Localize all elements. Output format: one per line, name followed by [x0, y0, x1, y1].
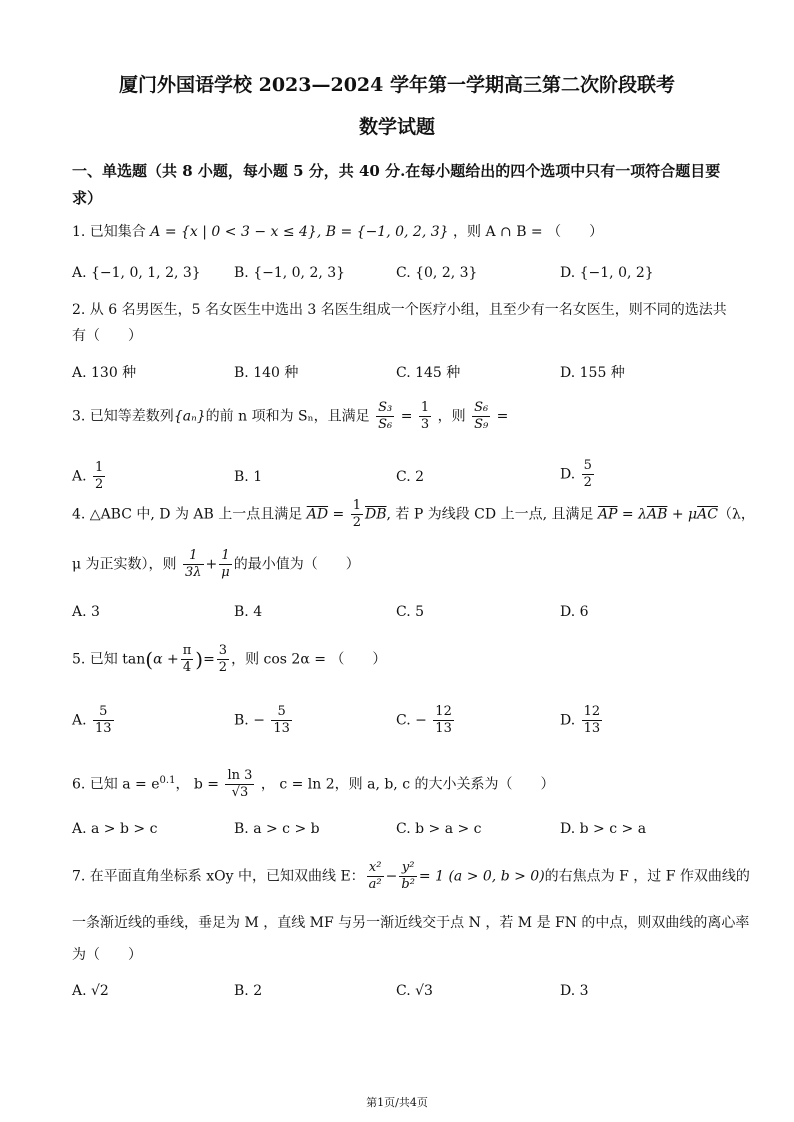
- q1-prefix: 1. 已知集合: [72, 224, 146, 240]
- q7-suffix: 的右焦点为 F ，过 F 作双曲线的: [544, 868, 750, 885]
- q7-option-a: A. √2: [72, 983, 109, 999]
- q6-option-c: C. b > a > c: [396, 821, 482, 837]
- q3-fraction-one-third: $\frac{1}{3}$: [420, 400, 430, 432]
- q3-option-c: C. 2: [396, 469, 425, 485]
- q7-fraction-y2-b2: $\frac{\text{y²}}{\text{b²}}$: [401, 860, 415, 892]
- q6-exponent: 0.1: [159, 775, 176, 786]
- q6-option-a: A. a > b > c: [72, 821, 158, 837]
- q3-prefix: 3. 已知等差数列: [72, 408, 174, 425]
- q4-vector-db: $\overline{DB}$: [365, 506, 387, 523]
- q5-fraction-3-2: $\frac{3}{2}$: [218, 643, 228, 675]
- q6-suffix: ， c = ln 2，则 a, b, c 的大小关系为（ ）: [260, 776, 555, 793]
- q5-option-d-fraction: $\frac{12}{13}$: [583, 704, 601, 736]
- q3-sequence: {aₙ}: [173, 408, 206, 425]
- question-5: 5. 已知 tan(α + $\frac{\pi}{4}$ )= $\frac{3}{2}$ ，则 cos 2α = （ ）: [72, 643, 387, 675]
- q2-option-c: C. 145 种: [396, 365, 461, 381]
- q4-option-d: D. 6: [560, 604, 589, 620]
- question-4-line-1: 4. △ABC 中, D 为 AB 上一点且满足 $\overline{AD}$ = $\frac{1}{2}$ $\overline{DB}$, 若 P 为线段 CD 上一点, 且满足 $\overline{AP} = \lambda\overline{AB} + \mu\overline{AC}(\lambda$，: [72, 498, 755, 530]
- q2-option-d: D. 155 种: [560, 365, 625, 381]
- q4-text-a: 4. △ABC 中, D 为 AB 上一点且满足: [72, 506, 303, 523]
- question-7-line-2: 一条渐近线的垂线，垂足为 M ，直线 MF 与另一渐近线交于点 N ，若 M 是 FN 的中点，则双曲线的离心率: [72, 915, 750, 931]
- q7-fraction-x2-a2: $\frac{\text{x²}}{\text{a²}}$: [368, 860, 382, 892]
- q3-option-b: B. 1: [234, 469, 263, 485]
- q4-text-e: 的最小值为（ ）: [233, 556, 360, 573]
- q4-vector-ac: $\overline{AC}$: [697, 506, 718, 523]
- q6-fraction-ln3-sqrt3: $\frac{\ln 3}{√3}$: [227, 768, 253, 801]
- question-4-line-2: μ 为正实数），则 $\frac{1}{3\lambda}$ + $\frac{1}{\mu}$ 的最小值为（ ）: [72, 548, 360, 580]
- q5-option-a: A. $\frac{5}{13}$: [72, 704, 112, 736]
- q3-option-d-fraction: $\frac{5}{2}$: [583, 458, 592, 490]
- q4-vector-ap: $\overline{AP}$: [597, 506, 618, 523]
- q1-option-c: C. {0, 2, 3}: [396, 265, 478, 281]
- exam-title: 厦门外国语学校 2023—2024 学年第一学期高三第二次阶段联考: [119, 74, 675, 96]
- q3-end: =: [496, 408, 509, 425]
- q4-fraction-1-3lambda: $\frac{1}{3\lambda}$: [185, 548, 202, 580]
- q4-option-a: A. 3: [72, 604, 100, 620]
- q4-vector-ad: $\overline{AD}$: [306, 506, 329, 523]
- q4-fraction-1-mu: $\frac{1}{\mu}$: [221, 548, 230, 580]
- q7-option-d: D. 3: [560, 983, 589, 999]
- question-7-line-3: 为（ ）: [72, 947, 142, 963]
- q4-option-b: B. 4: [234, 604, 263, 620]
- q5-option-b-fraction: $\frac{5}{13}$: [273, 704, 290, 736]
- q5-option-b: B. − $\frac{5}{13}$: [234, 704, 290, 736]
- exam-subtitle: 数学试题: [358, 116, 435, 138]
- page-number: 第1页/共4页: [366, 1096, 428, 1109]
- q6-mid: ， b =: [175, 776, 220, 793]
- q7-prefix: 7. 在平面直角坐标系 xOy 中，已知双曲线 E：: [72, 868, 365, 885]
- q3-option-a-fraction: $\frac{1}{2}$: [95, 460, 104, 492]
- q5-option-c-fraction: $\frac{12}{13}$: [435, 704, 452, 736]
- q3-fraction-s6-s9: $\frac{\text{S₆}}{\text{S₉}}$: [474, 400, 489, 432]
- q4-fraction-half: $\frac{1}{2}$: [352, 498, 361, 530]
- q5-fraction-pi-4: $\frac{\pi}{4}$: [182, 643, 192, 675]
- q3-equals: =: [400, 408, 413, 425]
- q4-vector-ab: $\overline{AB}$: [646, 506, 668, 523]
- q1-option-b: B. {−1, 0, 2, 3}: [234, 265, 346, 281]
- question-7-line-1: 7. 在平面直角坐标系 xOy 中，已知双曲线 E： $\frac{\text{x²}}{\text{a²}}$ − $\frac{\text{y²}}{\text{b²}}$ = 1 (a > 0, b > 0)的右焦点为 F ，过 F 作双曲线的: [72, 860, 750, 892]
- q1-sets: A = {x | 0 < 3 − x ≤ 4}, B = {−1, 0, 2, 3}: [150, 224, 449, 240]
- q5-option-a-fraction: $\frac{5}{13}$: [95, 704, 112, 736]
- section-heading: 一、单选题（共 8 小题，每小题 5 分，共 40 分.在每小题给出的四个选项中只有一项符合题目要求）: [72, 162, 721, 207]
- q4-text-d: μ 为正实数），则: [72, 556, 177, 573]
- q4-text-c: （λ，: [717, 506, 755, 523]
- q1-suffix: ，则 A ∩ B = （ ）: [453, 224, 604, 240]
- question-3: [72, 400, 727, 433]
- q6-option-b: B. a > c > b: [234, 821, 320, 837]
- q7-equation: = 1 (a > 0, b > 0): [418, 868, 545, 885]
- question-6: [72, 768, 727, 801]
- q3-option-d: D. $\frac{5}{2}$: [560, 458, 592, 490]
- q1-option-d: D. {−1, 0, 2}: [560, 265, 654, 281]
- q7-option-c: C. √3: [396, 983, 433, 999]
- q5-option-d: D. $\frac{12}{13}$: [560, 704, 601, 736]
- q5-option-c: C. − $\frac{12}{13}$: [396, 704, 452, 736]
- q4-option-c: C. 5: [396, 604, 425, 620]
- q3-mid: 的前 n 项和为 Sₙ，且满足: [205, 408, 370, 425]
- q1-option-a: A. {−1, 0, 1, 2, 3}: [72, 265, 201, 281]
- q5-suffix: ，则 cos 2α = （ ）: [231, 651, 387, 668]
- q6-option-d: D. b > c > a: [560, 821, 647, 837]
- q3-fraction-s3-s6: $\frac{\text{S₃}}{\text{S₆}}$: [378, 400, 393, 432]
- q6-prefix: 6. 已知 a = e: [72, 776, 160, 793]
- q3-option-a: A. $\frac{1}{2}$: [72, 460, 104, 492]
- q4-text-b: , 若 P 为线段 CD 上一点, 且满足: [386, 506, 594, 523]
- q2-option-b: B. 140 种: [234, 365, 299, 381]
- q5-prefix: 5. 已知 tan: [72, 651, 146, 668]
- question-1: [72, 219, 727, 245]
- question-2: 2. 从 6 名男医生，5 名女医生中选出 3 名医生组成一个医疗小组，且至少有一名女医生，则不同的选法共有（ ）: [72, 302, 727, 344]
- q7-option-b: B. 2: [234, 983, 263, 999]
- q3-mid2: ，则: [437, 408, 466, 425]
- q2-option-a: A. 130 种: [72, 365, 137, 381]
